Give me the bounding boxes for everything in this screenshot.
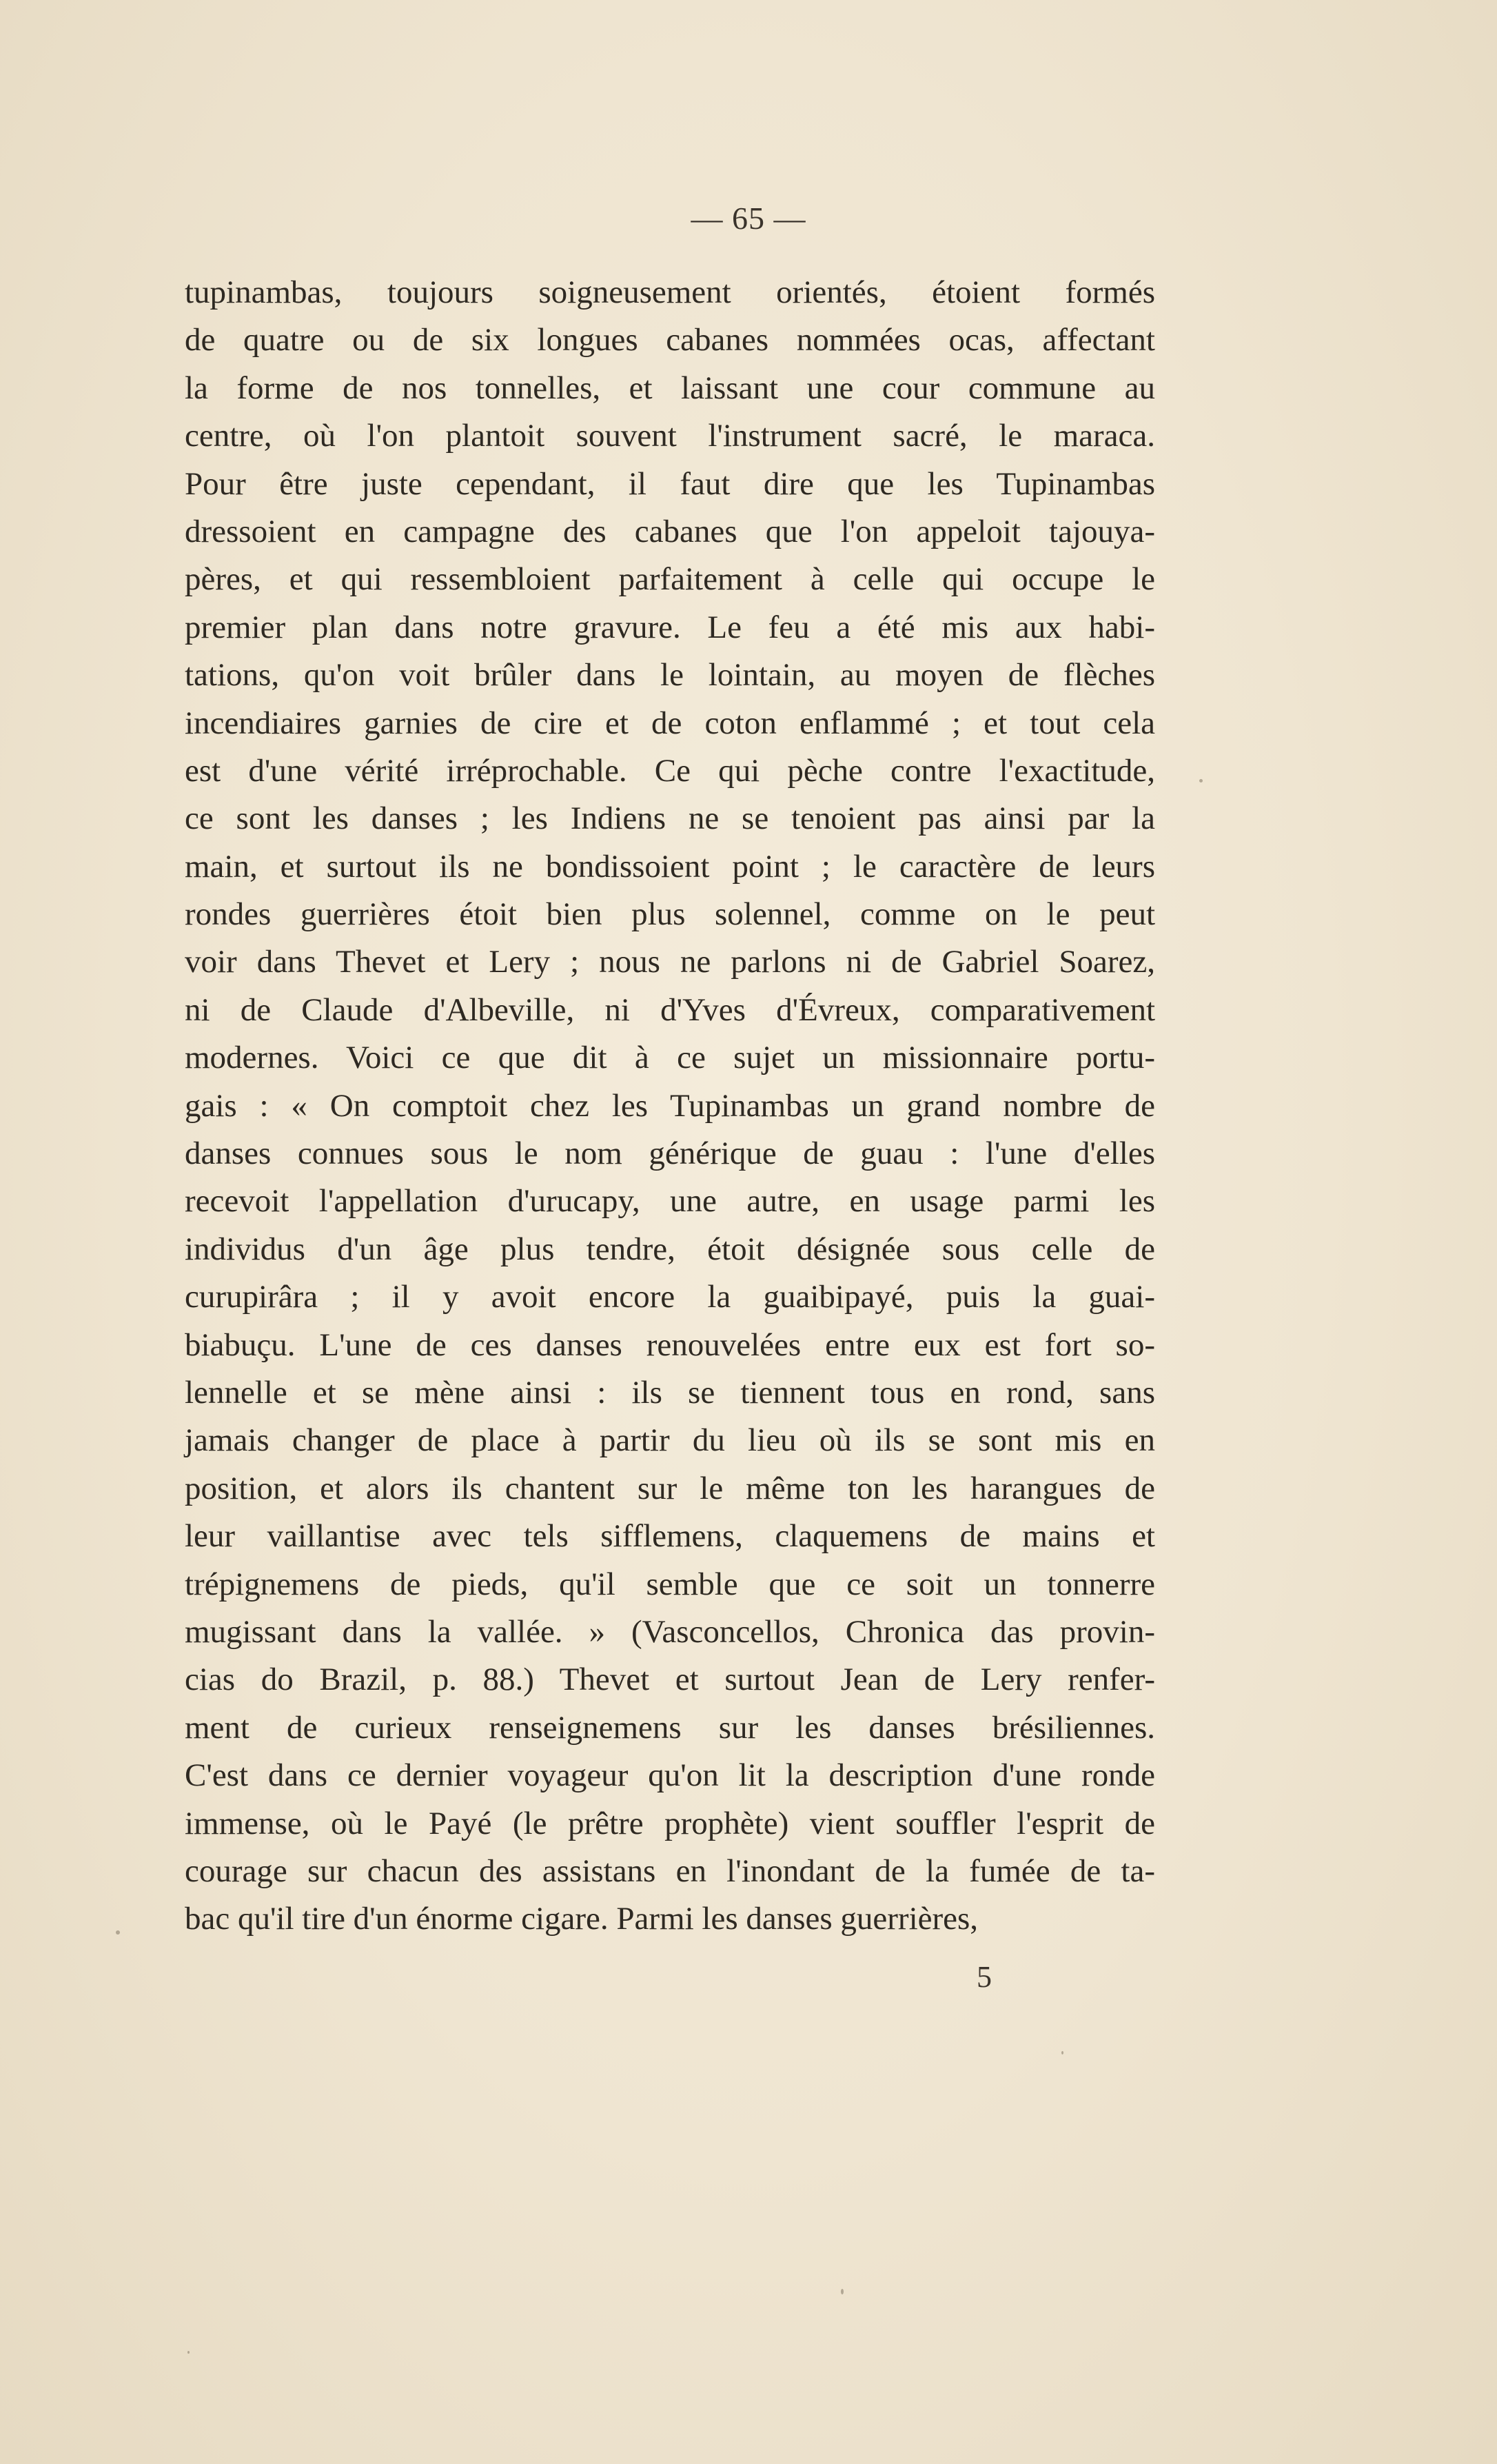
signature-mark: 5 xyxy=(977,1960,992,1994)
text-line: est d'une vérité irréprochable. Ce qui pèche contre l'exactitude, xyxy=(185,752,1155,789)
text-line: biabuçu. L'une de ces danses renouvelées entre eux est fort so- xyxy=(185,1326,1155,1363)
paper-speck xyxy=(841,2289,844,2294)
text-line: immense, où le Payé (le prêtre prophète) vient souffler l'esprit de xyxy=(185,1805,1155,1841)
text-line: Pour être juste cependant, il faut dire que les Tupinambas xyxy=(185,465,1155,502)
text-line: la forme de nos tonnelles, et laissant une cour commune au xyxy=(185,370,1155,406)
paper-speck xyxy=(1061,2051,1063,2054)
text-line: pères, et qui ressembloient parfaitement à celle qui occupe le xyxy=(185,561,1155,598)
text-line: danses connues sous le nom générique de guau : l'une d'elles xyxy=(185,1135,1155,1172)
text-line: modernes. Voici ce que dit à ce sujet un missionnaire portu- xyxy=(185,1040,1155,1076)
text-line: position, et alors ils chantent sur le même ton les harangues de xyxy=(185,1470,1155,1506)
paper-speck xyxy=(1199,779,1203,782)
text-line: ni de Claude d'Albeville, ni d'Yves d'Évreux, comparativement xyxy=(185,991,1155,1028)
body-text xyxy=(185,269,1155,1943)
paper-speck xyxy=(187,2351,190,2354)
text-line: main, et surtout ils ne bondissoient point ; le caractère de leurs xyxy=(185,848,1155,885)
text-line: voir dans Thevet et Lery ; nous ne parlons ni de Gabriel Soarez, xyxy=(185,944,1155,980)
text-line: trépignemens de pieds, qu'il semble que ce soit un tonnerre xyxy=(185,1566,1155,1602)
text-line: centre, où l'on plantoit souvent l'instrument sacré, le maraca. xyxy=(185,418,1155,454)
text-line: ment de curieux renseignemens sur les danses brésiliennes. xyxy=(185,1709,1155,1746)
paper-speck xyxy=(116,1930,120,1935)
text-line: gais : « On comptoit chez les Tupinambas un grand nombre de xyxy=(185,1087,1155,1124)
text-line: premier plan dans notre gravure. Le feu a été mis aux habi- xyxy=(185,609,1155,645)
text-line: ce sont les danses ; les Indiens ne se tenoient pas ainsi par la xyxy=(185,800,1155,837)
text-line: bac qu'il tire d'un énorme cigare. Parmi les danses guerrières, xyxy=(185,1901,979,1937)
page-number: — 65 — xyxy=(691,201,806,236)
text-line: leur vaillantise avec tels sifflemens, claquemens de mains et xyxy=(185,1518,1155,1555)
text-line: curupirâra ; il y avoit encore la guaibipayé, puis la guai- xyxy=(185,1279,1155,1315)
text-line: tations, qu'on voit brûler dans le lointain, au moyen de flèches xyxy=(185,657,1155,694)
text-line: jamais changer de place à partir du lieu où ils se sont mis en xyxy=(185,1422,1155,1459)
text-line: courage sur chacun des assistans en l'inondant de la fumée de ta- xyxy=(185,1852,1155,1889)
text-line: rondes guerrières étoit bien plus solennel, comme on le peut xyxy=(185,896,1155,933)
text-line: cias do Brazil, p. 88.) Thevet et surtout Jean de Lery renfer- xyxy=(185,1662,1155,1698)
text-line: de quatre ou de six longues cabanes nommées ocas, affectant xyxy=(185,322,1155,359)
text-line: dressoient en campagne des cabanes que l'on appeloit tajouya- xyxy=(185,513,1155,549)
text-line: tupinambas, toujours soigneusement orientés, étoient formés xyxy=(185,274,1155,310)
text-line: recevoit l'appellation d'urucapy, une autre, en usage parmi les xyxy=(185,1183,1155,1220)
text-line: lennelle et se mène ainsi : ils se tiennent tous en rond, sans xyxy=(185,1374,1155,1411)
text-line: incendiaires garnies de cire et de coton enflammé ; et tout cela xyxy=(185,705,1155,741)
text-line: C'est dans ce dernier voyageur qu'on lit la description d'une ronde xyxy=(185,1757,1155,1794)
text-line: mugissant dans la vallée. » (Vasconcellos, Chronica das provin- xyxy=(185,1613,1155,1650)
text-line: individus d'un âge plus tendre, étoit désignée sous celle de xyxy=(185,1231,1155,1267)
